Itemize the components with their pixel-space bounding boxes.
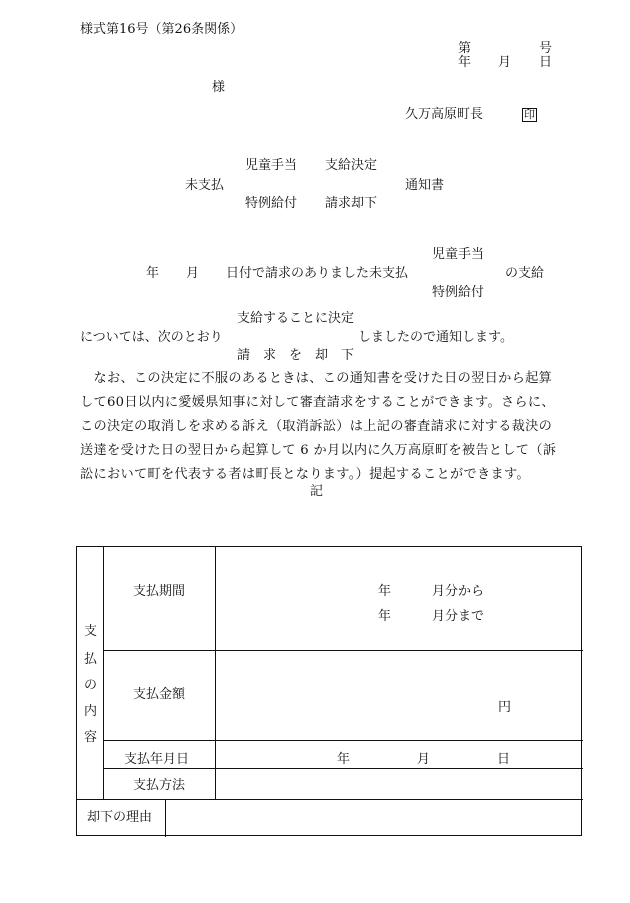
heading-opt-bottom-right: 請求却下 — [325, 196, 378, 211]
ref-tsuki: 月 — [498, 55, 512, 70]
para-opt1-bottom: 特例給付 — [432, 285, 485, 300]
para-opt1-top: 児童手当 — [432, 247, 485, 262]
divider — [103, 768, 583, 769]
period-label: 支払期間 — [133, 584, 186, 599]
heading-opt-top-left: 児童手当 — [245, 158, 298, 173]
form-label: 様式第16号（第26条関係） — [80, 22, 244, 37]
para-line2-end: しましたので通知します。 — [358, 330, 513, 345]
period-from-nen: 年 — [378, 584, 392, 599]
para-opt2-top: 支給することに決定 — [237, 311, 355, 326]
seal-mark — [522, 107, 537, 123]
para-opt2-bottom: 請 求 を 却 下 — [237, 348, 355, 363]
divider — [103, 547, 104, 799]
group-char-3: の — [84, 678, 98, 693]
seal-mark-label: 印 — [524, 108, 535, 121]
para-line2-start: については、次のとおり — [80, 330, 223, 345]
group-char-2: 払 — [84, 652, 98, 667]
date-hi: 日 — [497, 752, 511, 767]
date-tsuki: 月 — [417, 752, 431, 767]
amount-label: 支払金額 — [133, 687, 186, 702]
para-line1-end: の支給 — [505, 266, 545, 281]
period-from-text: 月分から — [432, 584, 485, 599]
group-char-1: 支 — [84, 624, 98, 639]
divider — [165, 799, 166, 837]
heading-prefix: 未支払 — [185, 178, 225, 193]
divider — [103, 740, 583, 741]
notice-line-4: 送達を受けた日の翌日から起算して 6 か月以内に久万高原町を被告として（訴 — [80, 443, 557, 458]
para-date-tsuki: 月 — [186, 266, 200, 281]
ref-nen: 年 — [458, 55, 472, 70]
notice-line-1: なお、この決定に不服のあるときは、この通知書を受けた日の翌日から起算 — [80, 371, 553, 386]
issuer-title: 久万高原町長 — [405, 107, 484, 122]
date-label: 支払年月日 — [124, 752, 190, 767]
addressee-suffix: 様 — [212, 80, 226, 95]
heading-opt-bottom-left: 特例給付 — [245, 196, 298, 211]
group-char-5: 容 — [84, 730, 98, 745]
para-date-nen: 年 — [146, 266, 160, 281]
para-line1-main: 日付で請求のありました未支払 — [226, 266, 409, 281]
period-to-text: 月分まで — [432, 609, 485, 624]
ref-hi: 日 — [539, 55, 553, 70]
heading-opt-top-right: 支給決定 — [325, 158, 378, 173]
ki-mark: 記 — [310, 484, 324, 499]
ref-go: 号 — [539, 41, 553, 56]
amount-unit: 円 — [498, 700, 512, 715]
date-nen: 年 — [337, 752, 351, 767]
period-to-nen: 年 — [378, 609, 392, 624]
notice-line-2: して60日以内に愛媛県知事に対して審査請求をすることができます。さらに、 — [80, 395, 555, 410]
notice-line-5: 訟において町を代表する者は町長となります。）提起することができます。 — [80, 467, 530, 482]
divider — [103, 650, 583, 651]
method-label: 支払方法 — [133, 778, 186, 793]
notice-line-3: この決定の取消しを求める訴え（取消訴訟）は上記の審査請求に対する裁決の — [80, 419, 553, 434]
heading-suffix: 通知書 — [405, 178, 445, 193]
reject-label: 却下の理由 — [87, 810, 153, 825]
divider — [215, 547, 216, 799]
divider — [77, 799, 583, 800]
group-char-4: 内 — [84, 704, 98, 719]
ref-dai: 第 — [458, 41, 472, 56]
